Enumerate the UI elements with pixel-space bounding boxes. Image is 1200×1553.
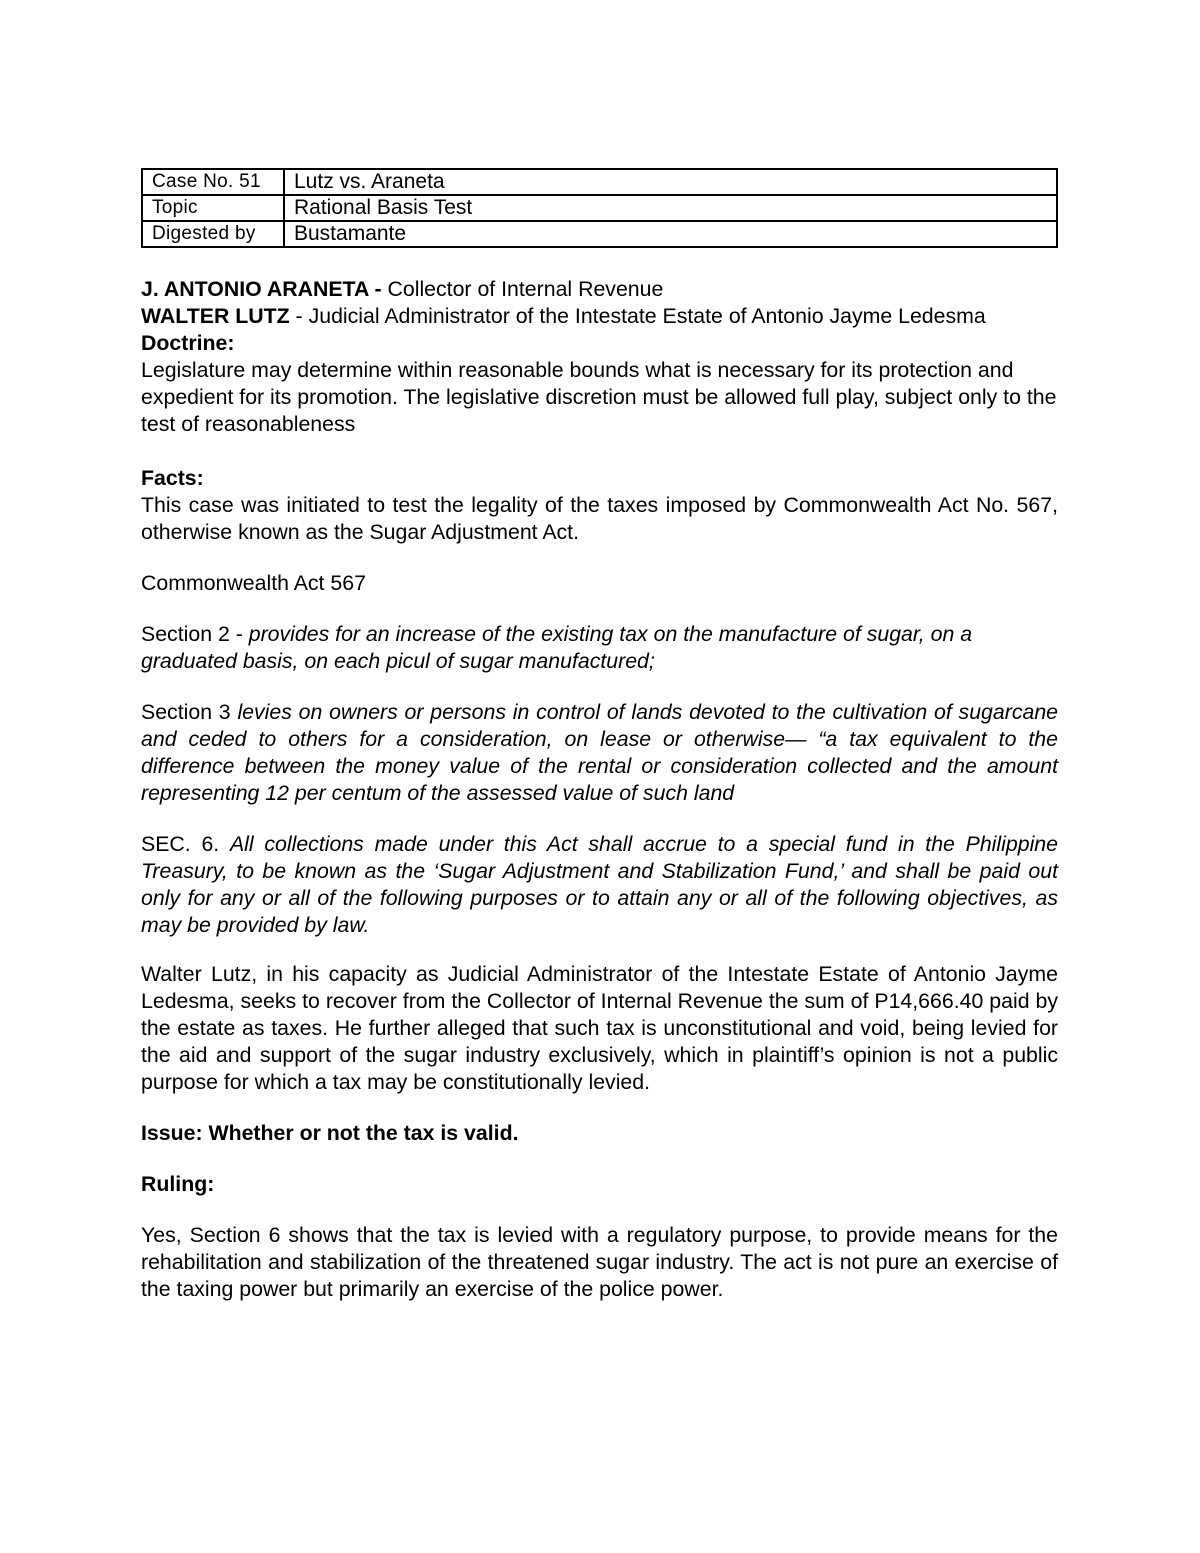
issue [141,1120,1058,1147]
section-2 [141,621,1058,675]
topic-label: Topic [142,195,284,221]
lutz-name: WALTER LUTZ [141,304,290,328]
case-no-row [142,169,1057,195]
section-3-text: levies on owners or persons in control of lands devoted to the cultivation of sugarcane and ceded to others for a consideration, on lease or otherwise— “a tax equivalent to the difference between the money value of the rental or consideration collected and the amount representing 12 per centum of the assessed value of such land [141,700,1059,805]
facts-heading: Facts: [141,466,204,490]
document-page [141,168,1058,1303]
section-2-text: provides for an increase of the existing tax on the manufacture of sugar, on a graduated basis, on each picul of sugar manufactured; [141,622,973,673]
digested-row [142,221,1057,247]
case-no-value: Lutz vs. Araneta [284,169,1057,195]
doctrine-text: Legislature may determine within reasonable bounds what is necessary for its protection and expedient for its promotion. The legislative discretion must be allowed full play, subject only to the test of reasonableness [141,358,1057,436]
facts-intro: This case was initiated to test the legality of the taxes imposed by Commonwealth Act No. 567, otherwise known as the Sugar Adjustment Act. [141,493,1058,544]
section-2-lead: Section 2 - [141,622,249,646]
case-info-table [141,168,1058,248]
facts-claim: Walter Lutz, in his capacity as Judicial Administrator of the Intestate Estate of Antonio Jayme Ledesma, seeks to recover from the Collector of Internal Revenue the sum of P14,666.40 paid by the estate as taxes. He further alleged that such tax is unconstitutional and void, being levied for the aid and support of the sugar industry exclusively, which in plaintiff’s opinion is not a public purpose for which a tax may be constitutionally levied. [141,962,1058,1094]
topic-row [142,195,1057,221]
section-6 [141,831,1058,939]
party-araneta [141,276,1058,303]
case-no-label: Case No. 51 [142,169,284,195]
section-6-text: All collections made under this Act shall accrue to a special fund in the Philippine Treasury, to be known as the ‘Sugar Adjustment and Stabilization Fund,’ and shall be paid out only for any or all of the following purposes or to attain any or all of the following objectives, as may be provided by law. [141,832,1058,937]
ruling-text: Yes, Section 6 shows that the tax is levied with a regulatory purpose, to provide means for the rehabilitation and stabilization of the threatened sugar industry. The act is not pure an exercise of the taxing power but primarily an exercise of the police power. [141,1223,1058,1301]
section-3-lead: Section 3 [141,700,238,724]
doctrine-heading: Doctrine: [141,331,235,355]
araneta-name: J. ANTONIO ARANETA - [141,277,382,301]
case-digest-body [141,276,1058,1303]
lutz-role: - Judicial Administrator of the Intestate Estate of Antonio Jayme Ledesma [289,304,986,328]
act-title: Commonwealth Act 567 [141,571,366,595]
section-3 [141,699,1058,807]
party-lutz [141,303,1058,330]
digested-label: Digested by [142,221,284,247]
section-6-lead: SEC. 6. [141,832,230,856]
topic-value: Rational Basis Test [284,195,1057,221]
issue-text: Issue: Whether or not the tax is valid. [141,1121,519,1145]
digested-value: Bustamante [284,221,1057,247]
ruling-heading: Ruling: [141,1172,215,1196]
araneta-role: Collector of Internal Revenue [381,277,664,301]
